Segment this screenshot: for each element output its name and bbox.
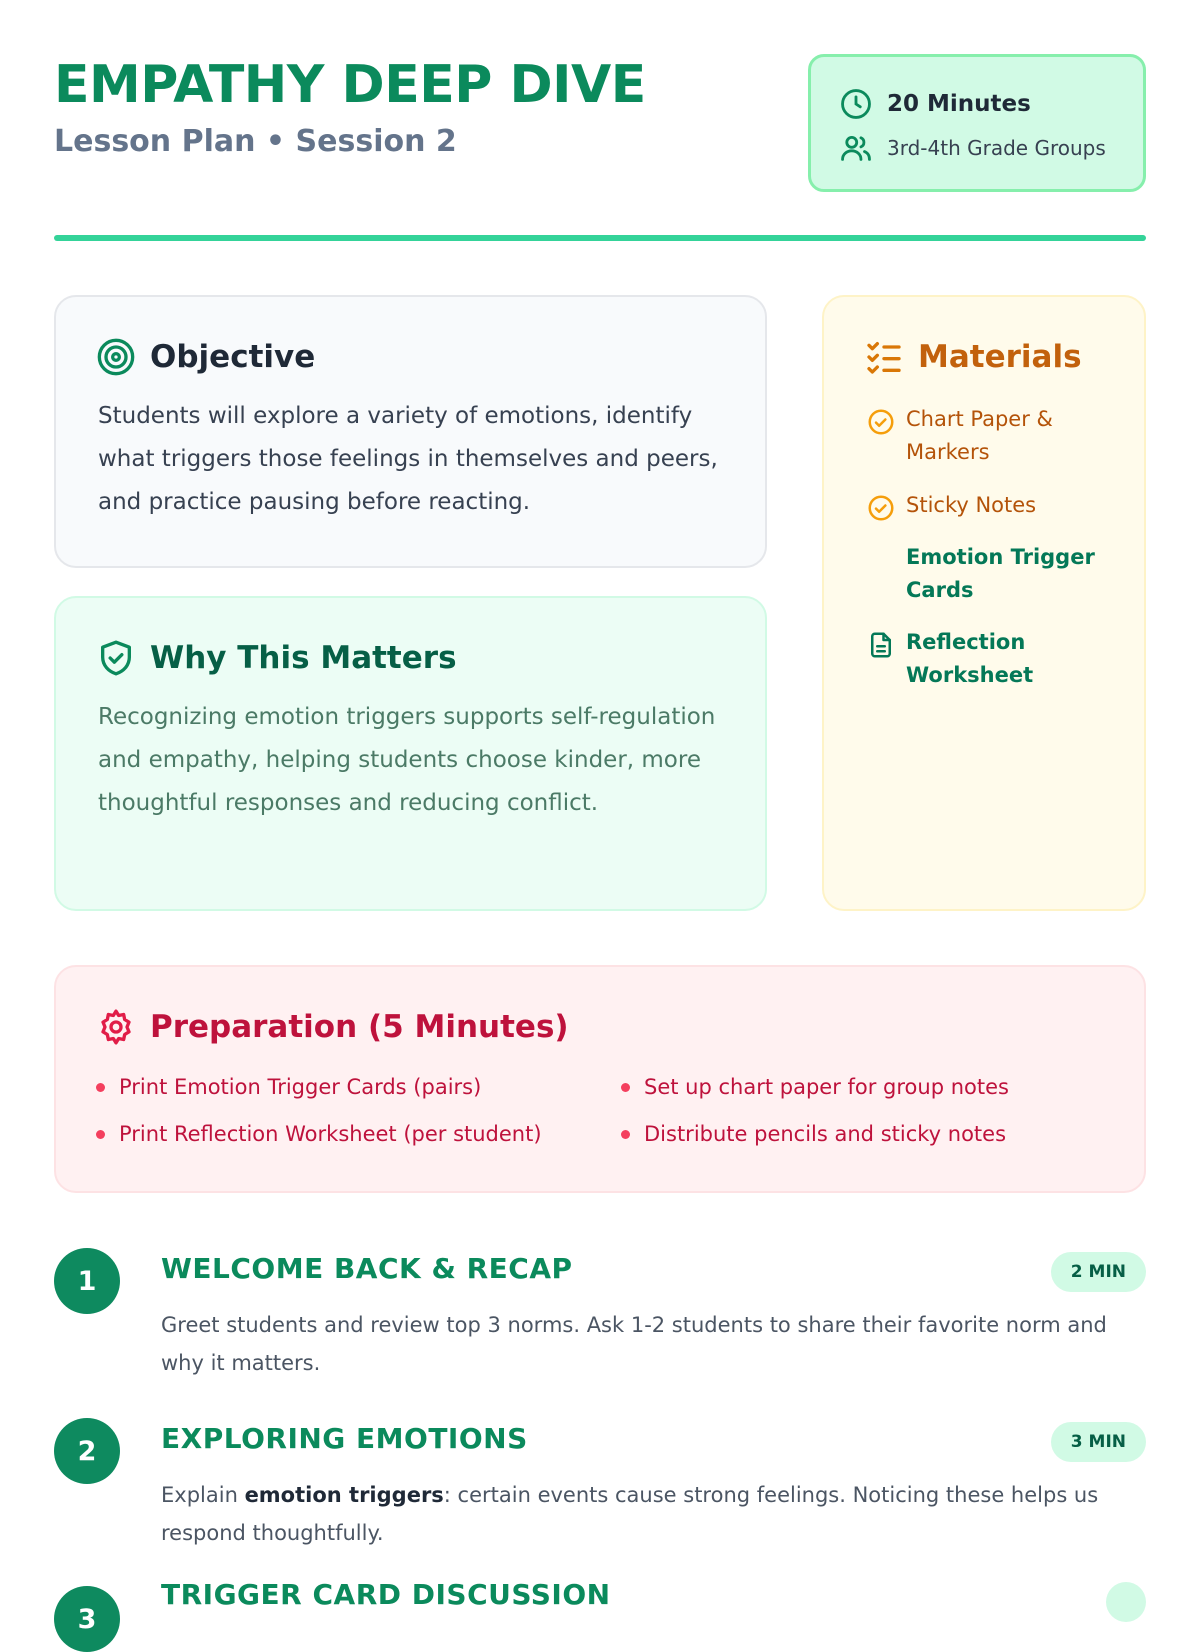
lesson-step: [54, 1418, 1146, 1548]
check-circle-icon: [866, 493, 896, 523]
checklist-icon: [864, 337, 904, 377]
materials-item-label: Sticky Notes: [906, 493, 1037, 517]
materials-title: Materials: [918, 339, 1082, 375]
materials-item: [866, 403, 1126, 469]
materials-item: [866, 541, 1126, 607]
step-duration-badge: 2 MIN: [1051, 1252, 1146, 1292]
page-title: EMPATHY DEEP DIVE: [54, 55, 646, 115]
materials-item-label: Reflection Worksheet: [906, 630, 1034, 687]
materials-item: [866, 626, 1126, 692]
duration-label: 20 Minutes: [887, 91, 1031, 117]
step-keyword: emotion triggers: [244, 1483, 444, 1507]
users-icon: [839, 131, 873, 165]
why-card: [54, 596, 767, 911]
header: [54, 50, 1146, 200]
lesson-step: [54, 1578, 1146, 1635]
lesson-step: [54, 1248, 1146, 1378]
step-title: EXPLORING EMOTIONS: [161, 1422, 528, 1455]
document-icon: [866, 630, 896, 660]
preparation-item: Print Reflection Worksheet (per student): [96, 1122, 542, 1146]
materials-item: [866, 489, 1126, 523]
preparation-item: Print Emotion Trigger Cards (pairs): [96, 1075, 481, 1099]
step-description: Explain emotion triggers: certain events cause strong feelings. Noticing these helps us respond thoughtfully.: [161, 1483, 1099, 1545]
materials-item-label: Chart Paper & Markers: [906, 407, 1053, 464]
preparation-item: Distribute pencils and sticky notes: [621, 1122, 1006, 1146]
lesson-meta-box: [808, 54, 1146, 192]
audience-row: [839, 131, 1106, 165]
step-title: WELCOME BACK & RECAP: [161, 1252, 573, 1285]
why-title: Why This Matters: [150, 640, 457, 676]
step-duration-badge: [1106, 1582, 1146, 1622]
step-title: TRIGGER CARD DISCUSSION: [161, 1578, 611, 1611]
page-subtitle: Lesson Plan • Session 2: [54, 124, 457, 159]
header-divider: [54, 235, 1146, 241]
preparation-title: Preparation (5 Minutes): [150, 1009, 569, 1045]
objective-card: [54, 295, 767, 568]
step-duration-badge: 3 MIN: [1051, 1422, 1146, 1462]
objective-title: Objective: [150, 339, 316, 375]
preparation-item: Set up chart paper for group notes: [621, 1075, 1009, 1099]
materials-item-label: Emotion Trigger Cards: [906, 545, 1095, 602]
duration-row: [839, 87, 1031, 121]
clock-icon: [839, 87, 873, 121]
check-circle-icon: [866, 407, 896, 437]
objective-text: Students will explore a variety of emotions, identify what triggers those feelings in themselves and peers, and practice pausing before reacting.: [98, 403, 718, 515]
materials-card: [822, 295, 1146, 911]
step-number: 3: [54, 1586, 120, 1652]
audience-label: 3rd-4th Grade Groups: [887, 136, 1106, 160]
gear-icon: [96, 1007, 136, 1047]
step-description: Greet students and review top 3 norms. Ask 1-2 students to share their favorite norm and why it matters.: [161, 1313, 1107, 1375]
preparation-card: [54, 965, 1146, 1193]
target-icon: [96, 337, 136, 377]
shield-check-icon: [96, 638, 136, 678]
why-text: Recognizing emotion triggers supports self-regulation and empathy, helping students choose kinder, more thoughtful responses and reducing conflict.: [98, 704, 716, 816]
step-number: 2: [54, 1418, 120, 1484]
step-number: 1: [54, 1248, 120, 1314]
